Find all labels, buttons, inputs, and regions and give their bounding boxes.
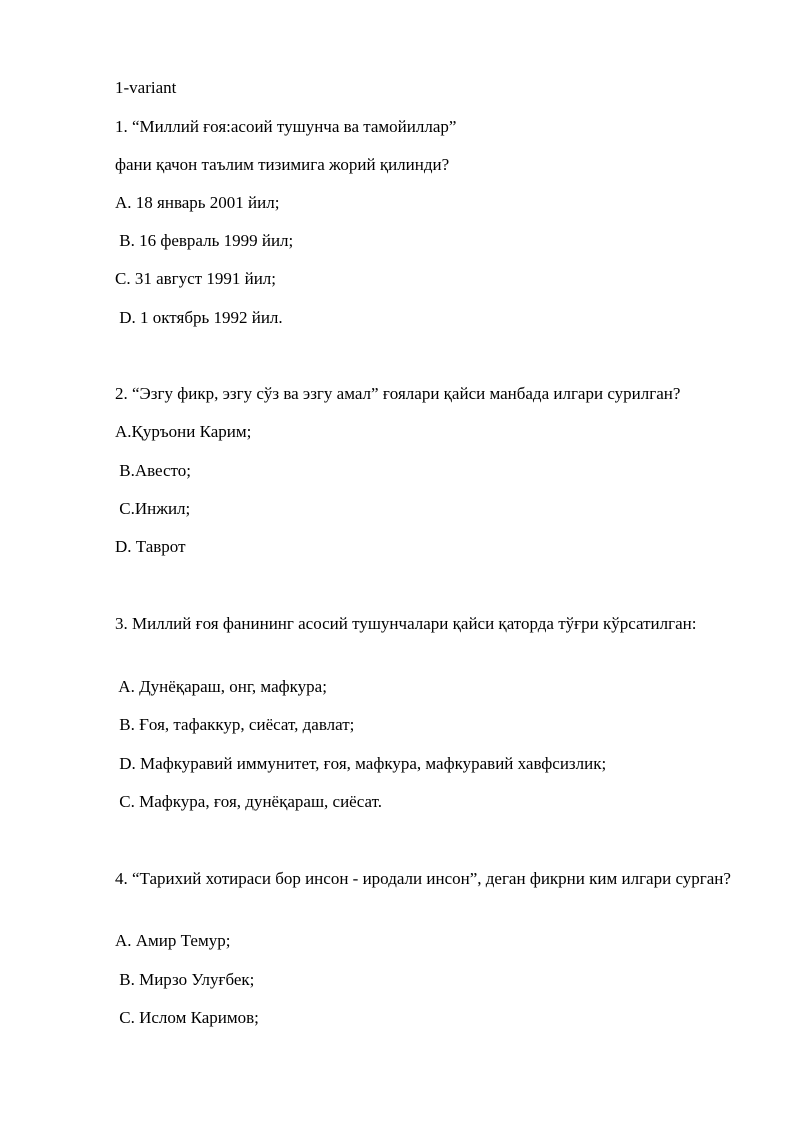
question-2: 2. “Эзгу фикр, эзгу сўз ва эзгу амал” ғоялари қайси манбада илгари сурилган?	[115, 384, 681, 403]
question-2-option-d: D. Таврот	[115, 537, 186, 556]
question-1-line-2: фани қачон таълим тизимига жорий қилинди?	[115, 155, 450, 174]
question-4: 4. “Тарихий хотираси бор инсон - иродали инсон”, деган фикрни ким илгари сурган?	[115, 869, 731, 888]
question-3: 3. Миллий ғоя фанининг асосий тушунчалари қайси қаторда тўғри кўрсатилган:	[115, 614, 697, 633]
question-4-option-a: A. Амир Темур;	[115, 931, 231, 950]
question-1-option-a: A. 18 январь 2001 йил;	[115, 193, 280, 212]
question-2-option-c: C.Инжил;	[115, 499, 191, 518]
question-1-option-d: D. 1 октябрь 1992 йил.	[115, 308, 283, 327]
question-4-option-c: C. Ислом Каримов;	[115, 1008, 259, 1027]
variant-heading: 1-variant	[115, 78, 177, 97]
question-3-option-b: B. Ғоя, тафаккур, сиёсат, давлат;	[115, 715, 355, 734]
question-2-option-b: B.Авесто;	[115, 461, 191, 480]
question-4-option-b: B. Мирзо Улуғбек;	[115, 970, 255, 989]
question-3-option-c: C. Мафкура, ғоя, дунёқараш, сиёсат.	[115, 792, 382, 811]
question-1-option-b: B. 16 февраль 1999 йил;	[115, 231, 294, 250]
question-3-option-d: D. Мафкуравий иммунитет, ғоя, мафкура, мафкуравий хавфсизлик;	[115, 754, 607, 773]
question-3-option-a: A. Дунёқараш, онг, мафкура;	[115, 677, 327, 696]
question-2-option-a: A.Қуръони Карим;	[115, 422, 252, 441]
question-1-line-1: 1. “Миллий ғоя:асоий тушунча ва тамойиллар”	[115, 117, 457, 136]
question-1-option-c: C. 31 август 1991 йил;	[115, 269, 277, 288]
